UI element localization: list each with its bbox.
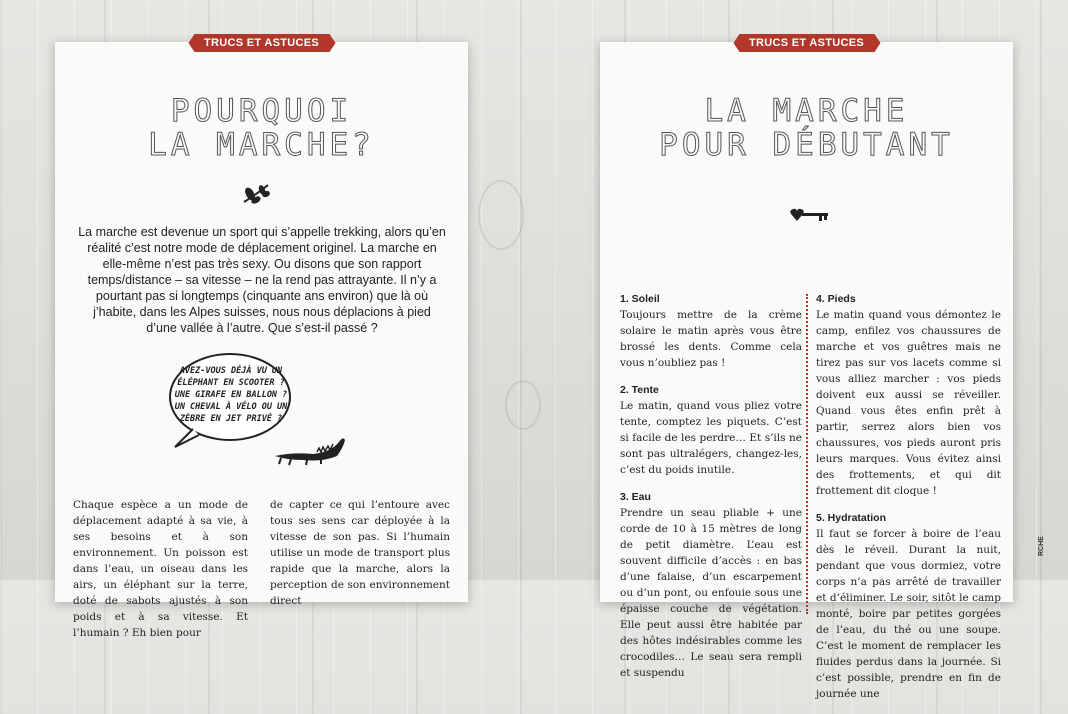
right-magazine-page xyxy=(600,37,1013,700)
tip-text: Le matin, quand vous pliez votre tente, comptez les piquets. C’est si facile de les perdre… Et s’ils ne sont pas ultralégers, changez-les, c’est du poids inutile. xyxy=(620,400,802,476)
section-tag: TRUCS ET ASTUCES xyxy=(194,34,329,52)
tip-heading: 5. Hydratation xyxy=(816,512,887,524)
tip-tente xyxy=(620,383,802,478)
left-magazine-page xyxy=(55,37,468,639)
speech-bubble-tail xyxy=(173,427,203,451)
page-title xyxy=(600,94,1013,162)
page-title xyxy=(55,94,468,162)
tip-hydratation xyxy=(816,511,1001,702)
tips-column-right xyxy=(816,292,1001,714)
tips-column-left xyxy=(620,292,802,693)
title-line-2: POUR DÉBUTANT xyxy=(659,127,954,163)
speech-bubble-text: AVEZ-VOUS DÉJÀ VU UN ÉLÉPHANT EN SCOOTER ? UNE GIRAFE EN BALLON ? UN CHEVAL À VÉLO OU UN ZÈBRE EN JET PRIVÉ ? xyxy=(174,366,288,424)
tip-heading: 1. Soleil xyxy=(620,293,660,305)
title-line-1: LA MARCHE xyxy=(704,93,909,129)
tip-pieds xyxy=(816,292,1001,499)
crocodile-icon xyxy=(273,432,349,466)
title-line-2: LA MARCHE? xyxy=(148,127,375,163)
body-column-2: de capter ce qui l’entoure avec tous ses sens car déployée à la vitesse de son pas. Si l’humain utilise un mode de transport plus rapide que la marche, alors la perception de son environnement direct xyxy=(270,499,450,607)
intro-paragraph: La marche est devenue un sport qui s’appelle trekking, alors qu’en réalité c’est notre mode de déplacement originel. La marche en elle-même n’est pas très sexy. Ou disons que son rapport temps/distance – sa vitesse – ne la rend pas attrayante. Il n’y a pourtant pas si longtemps (cinquante ans environ) que là où j’habite, dans les Alpes suisses, nous nous déplacions à pied d’une vallée à l’autre. Que s’est-il passé ? xyxy=(78,225,446,335)
tip-heading: 4. Pieds xyxy=(816,293,856,305)
heart-key-icon xyxy=(789,207,831,223)
wood-knot xyxy=(505,380,541,430)
tip-heading: 2. Tente xyxy=(620,384,659,396)
tip-soleil xyxy=(620,292,802,371)
tip-text: Toujours mettre de la crème solaire le matin après vous être brossé les dents. Comme cela vous n’oubliez pas ! xyxy=(620,309,802,369)
next-page-edge-label: RCHE xyxy=(1038,536,1045,556)
tip-text: Prendre un seau pliable + une corde de 10 à 15 mètres de long de petit diamètre. L’eau est souvent difficile d’accès : en bas d’une falaise, d’un escarpement ou d’un pont, ou enfouie sous une épaisse couche de végétation. Elle peut aussi être habitée par des hôtes indésirables comme les crocodiles… Le seau sera rempli et suspendu xyxy=(620,507,802,679)
leaf-branch-icon xyxy=(242,182,272,206)
tip-heading: 3. Eau xyxy=(620,491,651,503)
title-line-1: POURQUOI xyxy=(170,93,353,129)
column-divider xyxy=(806,294,808,614)
body-column-1: Chaque espèce a un mode de déplacement adapté à sa vie, à ses besoins et à son environnement. Un poisson est dans l’eau, un oiseau dans les airs, un éléphant sur la terre, doté de sabots ajustés à son poids et à sa vitesse. Et l’humain ? Eh bien pour xyxy=(73,499,248,639)
section-tag: TRUCS ET ASTUCES xyxy=(739,34,874,52)
tip-text: Le matin quand vous démontez le camp, enfilez vos chaussures de marche et vos guêtres mais ne tirez pas sur vos lacets comme si vous alliez marcher : vos pieds doivent eux aussi se réveiller. Quand vous êtes enfin prêt à partir, serrez alors bien vos chaussures, vos pieds auront pris leurs marques. Vous évitez ainsi des frottements, et qui dit frottement dit cloque ! xyxy=(816,309,1001,497)
wood-knot xyxy=(478,180,524,250)
tip-text: Il faut se forcer à boire de l’eau dès le réveil. Durant la nuit, pendant que vous dormiez, votre corps n’a pas arrêté de travailler et d’éliminer. Le soir, sitôt le camp monté, boire par petites gorgées de l’eau, du thé ou une soupe. C’est le moment de remplacer les fluides perdus dans la journée. Si c’est possible, prendre en fin de journée une xyxy=(816,528,1001,700)
tip-eau xyxy=(620,490,802,681)
